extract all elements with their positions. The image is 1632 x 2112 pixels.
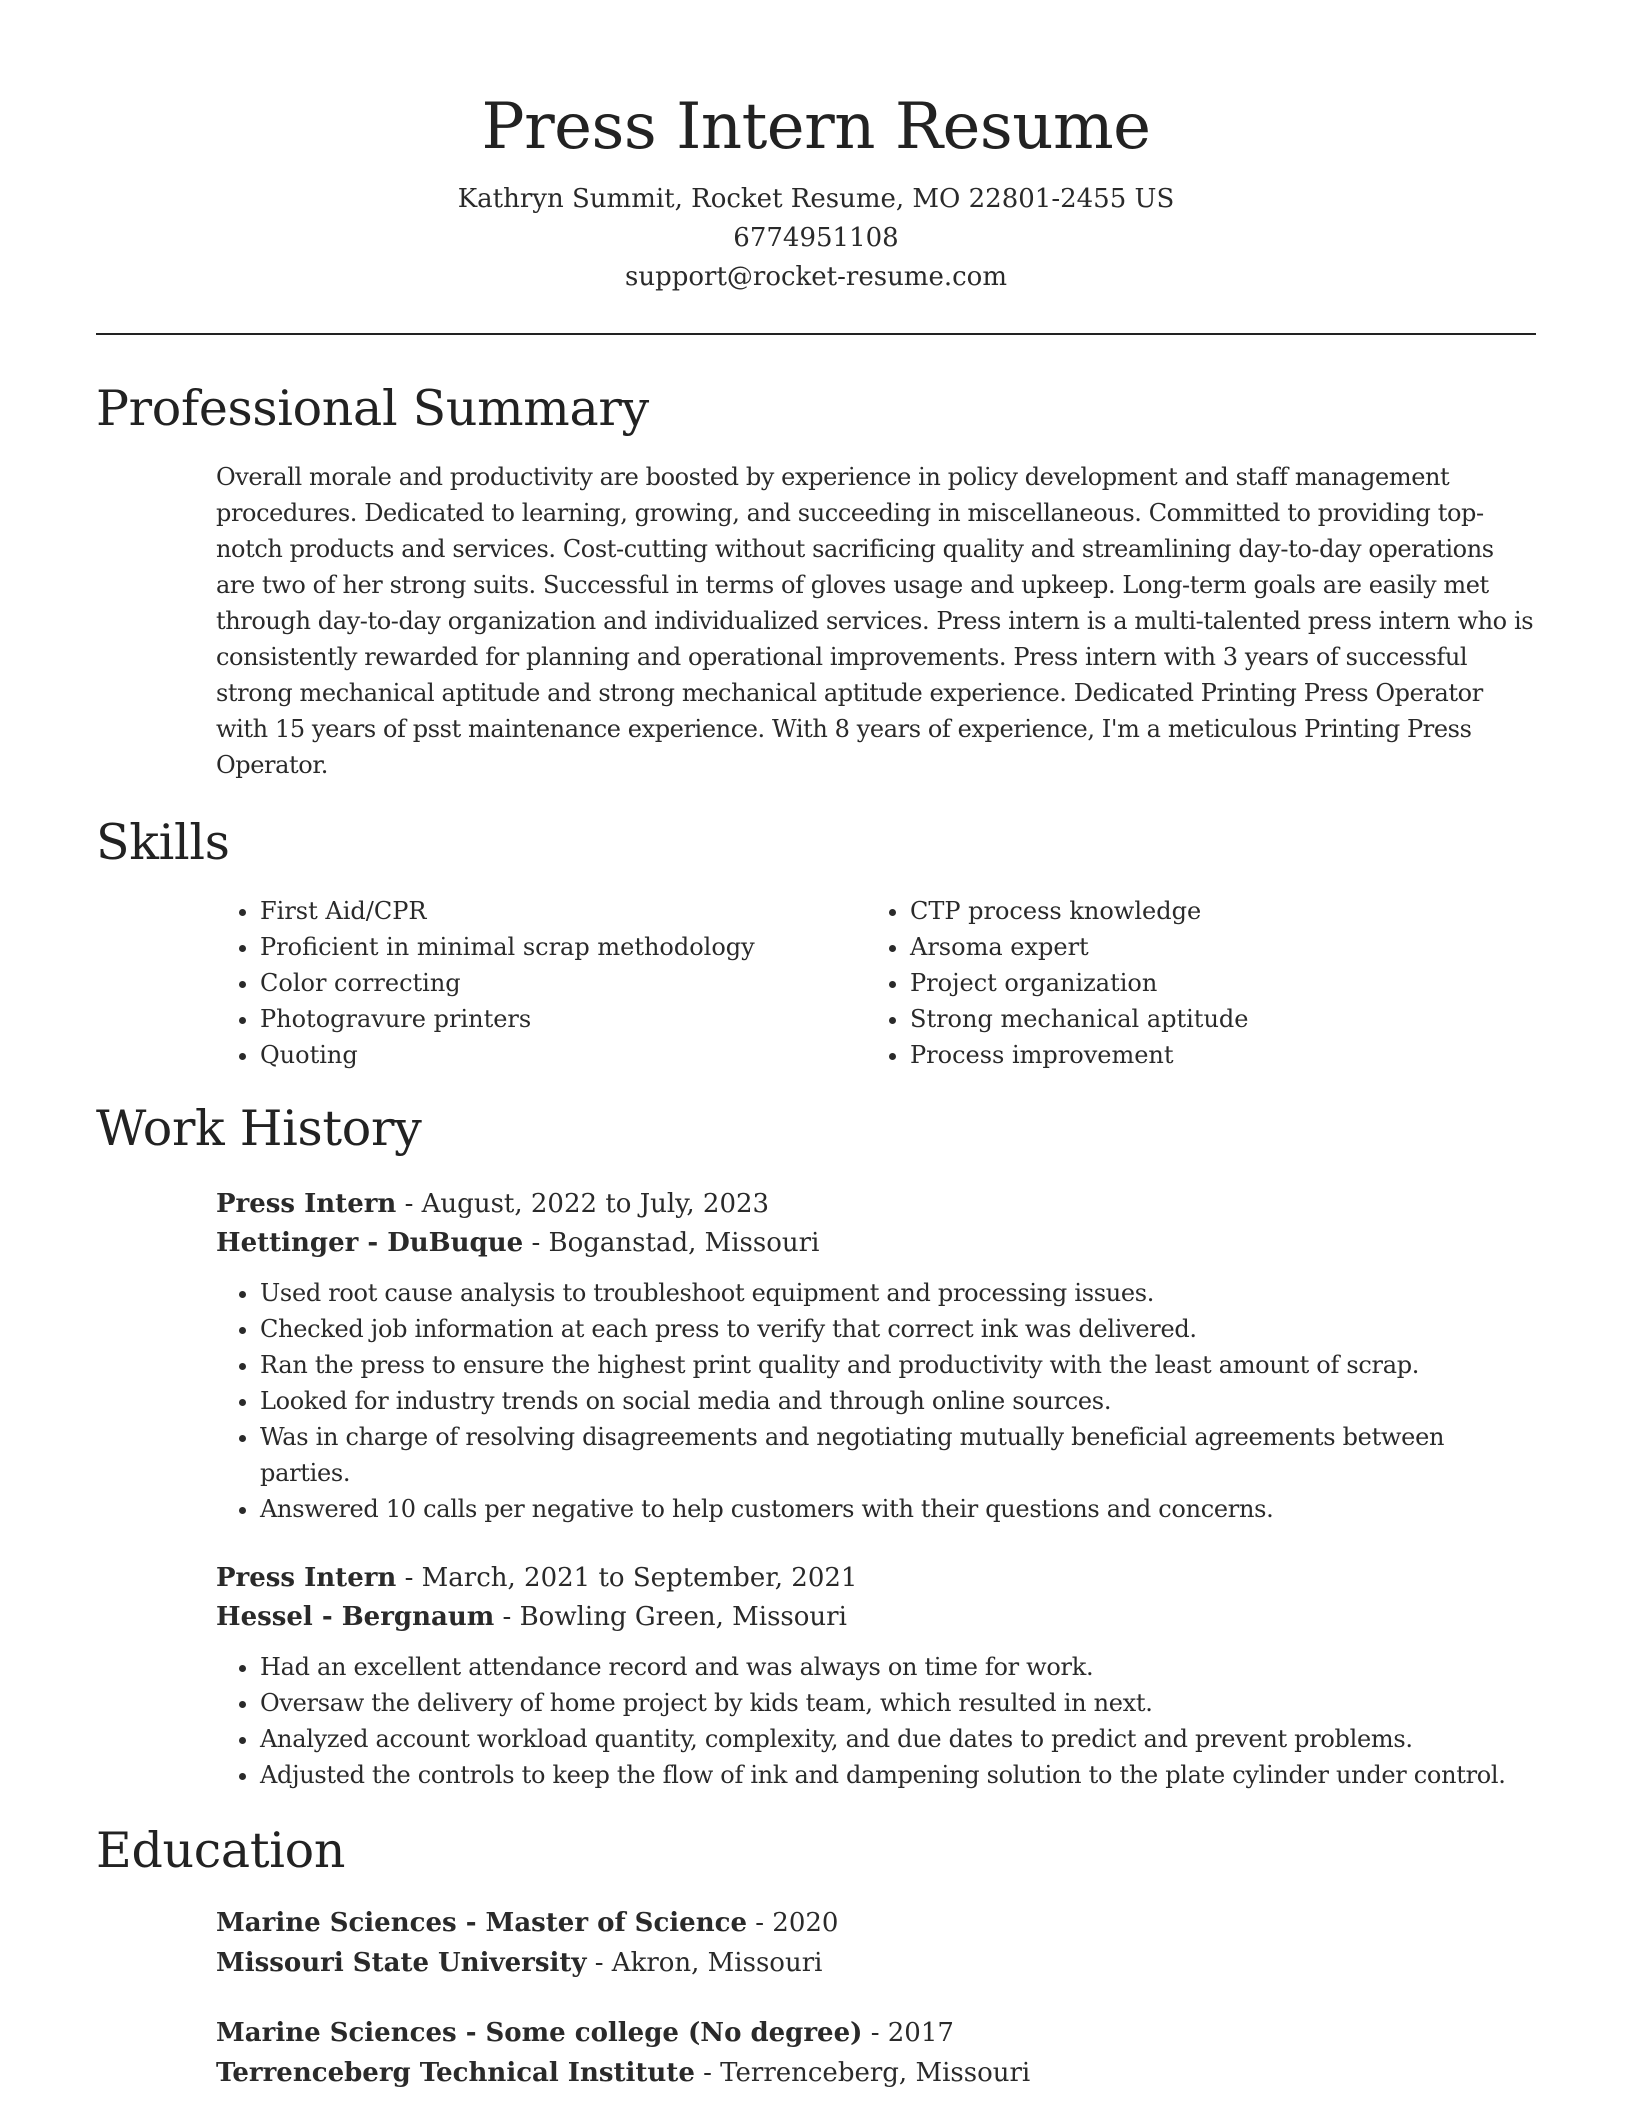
skills-left-column: [216, 893, 866, 1073]
education-field: Marine Sciences - Master of Science: [216, 1908, 747, 1938]
summary-text: Overall morale and productivity are boosted by experience in policy development and staff management procedures. Dedicated to learning, growing, and succeeding in miscellaneous. Committed to providing top-notch products and services. Cost-cutting without sacrificing quality and streamlining day-to-day operations are two of her strong suits. Successful in terms of gloves usage and upkeep. Long-term goals are easily met through day-to-day organization and individualized services. Press intern is a multi-talented press intern who is consistently rewarded for planning and operational improvements. Press intern with 3 years of successful strong mechanical aptitude and strong mechanical aptitude experience. Dedicated Printing Press Operator with 15 years of psst maintenance experience. With 8 years of experience, I'm a meticulous Printing Press Operator.: [216, 463, 1534, 779]
job-bullet: • Answered 10 calls per negative to help customers with their questions and concerns.: [260, 1491, 1534, 1527]
skill-item: • Photogravure printers: [260, 1001, 866, 1037]
education-entry: [216, 1903, 1536, 1983]
job-bullet: • Ran the press to ensure the highest print quality and productivity with the least amount of scrap.: [260, 1347, 1534, 1383]
contact-address: Kathryn Summit, Rocket Resume, MO 22801-2455 US: [457, 184, 1175, 214]
education-heading: Education: [96, 1822, 346, 1879]
skills-heading: Skills: [96, 814, 230, 871]
job-bullet: • Used root cause analysis to troubleshoot equipment and processing issues.: [260, 1275, 1534, 1311]
education-entry: [216, 2013, 1536, 2093]
skill-item: • Process improvement: [910, 1037, 1516, 1073]
skill-item: • CTP process knowledge: [910, 893, 1516, 929]
contact-email: support@rocket-resume.com: [624, 262, 1007, 292]
job-bullet: • Had an excellent attendance record and was always on time for work.: [260, 1649, 1534, 1685]
job-bullet: • Looked for industry trends on social media and through online sources.: [260, 1383, 1534, 1419]
summary-heading: Professional Summary: [96, 380, 649, 437]
skill-item: • Proficient in minimal scrap methodology: [260, 929, 866, 965]
education-school: Missouri State University: [216, 1948, 587, 1978]
job-bullet: • Analyzed account workload quantity, complexity, and due dates to predict and prevent problems.: [260, 1721, 1534, 1757]
job-bullets: [216, 1275, 1534, 1527]
skills-right-column: [866, 893, 1516, 1073]
job-entry: [216, 1559, 1536, 1793]
job-bullets: [216, 1649, 1534, 1793]
education-degree-line: [216, 2013, 1536, 2053]
job-location: - Bowling Green, Missouri: [494, 1602, 847, 1632]
job-entry: [216, 1185, 1536, 1527]
education-year: - 2017: [862, 2018, 954, 2048]
education-location: - Akron, Missouri: [586, 1948, 823, 1978]
job-title: Press Intern: [216, 1563, 397, 1593]
skill-item: • Color correcting: [260, 965, 866, 1001]
contact-block: [96, 180, 1536, 297]
contact-phone: 6774951108: [733, 223, 899, 253]
job-title: Press Intern: [216, 1189, 397, 1219]
education-school-line: [216, 1943, 1536, 1983]
skills-grid: [216, 893, 1536, 1073]
job-company: Hessel - Bergnaum: [216, 1602, 495, 1632]
job-bullet: • Checked job information at each press to verify that correct ink was delivered.: [260, 1311, 1534, 1347]
header-divider: [96, 333, 1536, 335]
job-company: Hettinger - DuBuque: [216, 1228, 524, 1258]
work-history-heading: Work History: [96, 1100, 422, 1157]
education-school-line: [216, 2053, 1536, 2093]
job-bullet: • Was in charge of resolving disagreements and negotiating mutually beneficial agreements between parties.: [260, 1419, 1534, 1491]
job-company-line: [216, 1224, 1536, 1263]
job-title-line: [216, 1185, 1536, 1224]
skill-item: • Arsoma expert: [910, 929, 1516, 965]
skill-item: • First Aid/CPR: [260, 893, 866, 929]
education-field: Marine Sciences - Some college (No degree): [216, 2018, 863, 2048]
education-year: - 2020: [746, 1908, 839, 1938]
education-degree-line: [216, 1903, 1536, 1943]
skill-item: • Project organization: [910, 965, 1516, 1001]
resume-page: [96, 0, 1536, 2093]
job-bullet: • Adjusted the controls to keep the flow of ink and dampening solution to the plate cylinder under control.: [260, 1757, 1534, 1793]
skill-item: • Quoting: [260, 1037, 866, 1073]
job-dates: - August, 2022 to July, 2023: [396, 1189, 770, 1219]
job-dates: - March, 2021 to September, 2021: [396, 1563, 858, 1593]
education-location: - Terrenceberg, Missouri: [694, 2058, 1031, 2088]
resume-title: Press Intern Resume: [481, 90, 1151, 164]
job-title-line: [216, 1559, 1536, 1598]
job-bullet: • Oversaw the delivery of home project by kids team, which resulted in next.: [260, 1685, 1534, 1721]
skill-item: • Strong mechanical aptitude: [910, 1001, 1516, 1037]
education-school: Terrenceberg Technical Institute: [216, 2058, 695, 2088]
job-company-line: [216, 1598, 1536, 1637]
job-location: - Boganstad, Missouri: [523, 1228, 820, 1258]
